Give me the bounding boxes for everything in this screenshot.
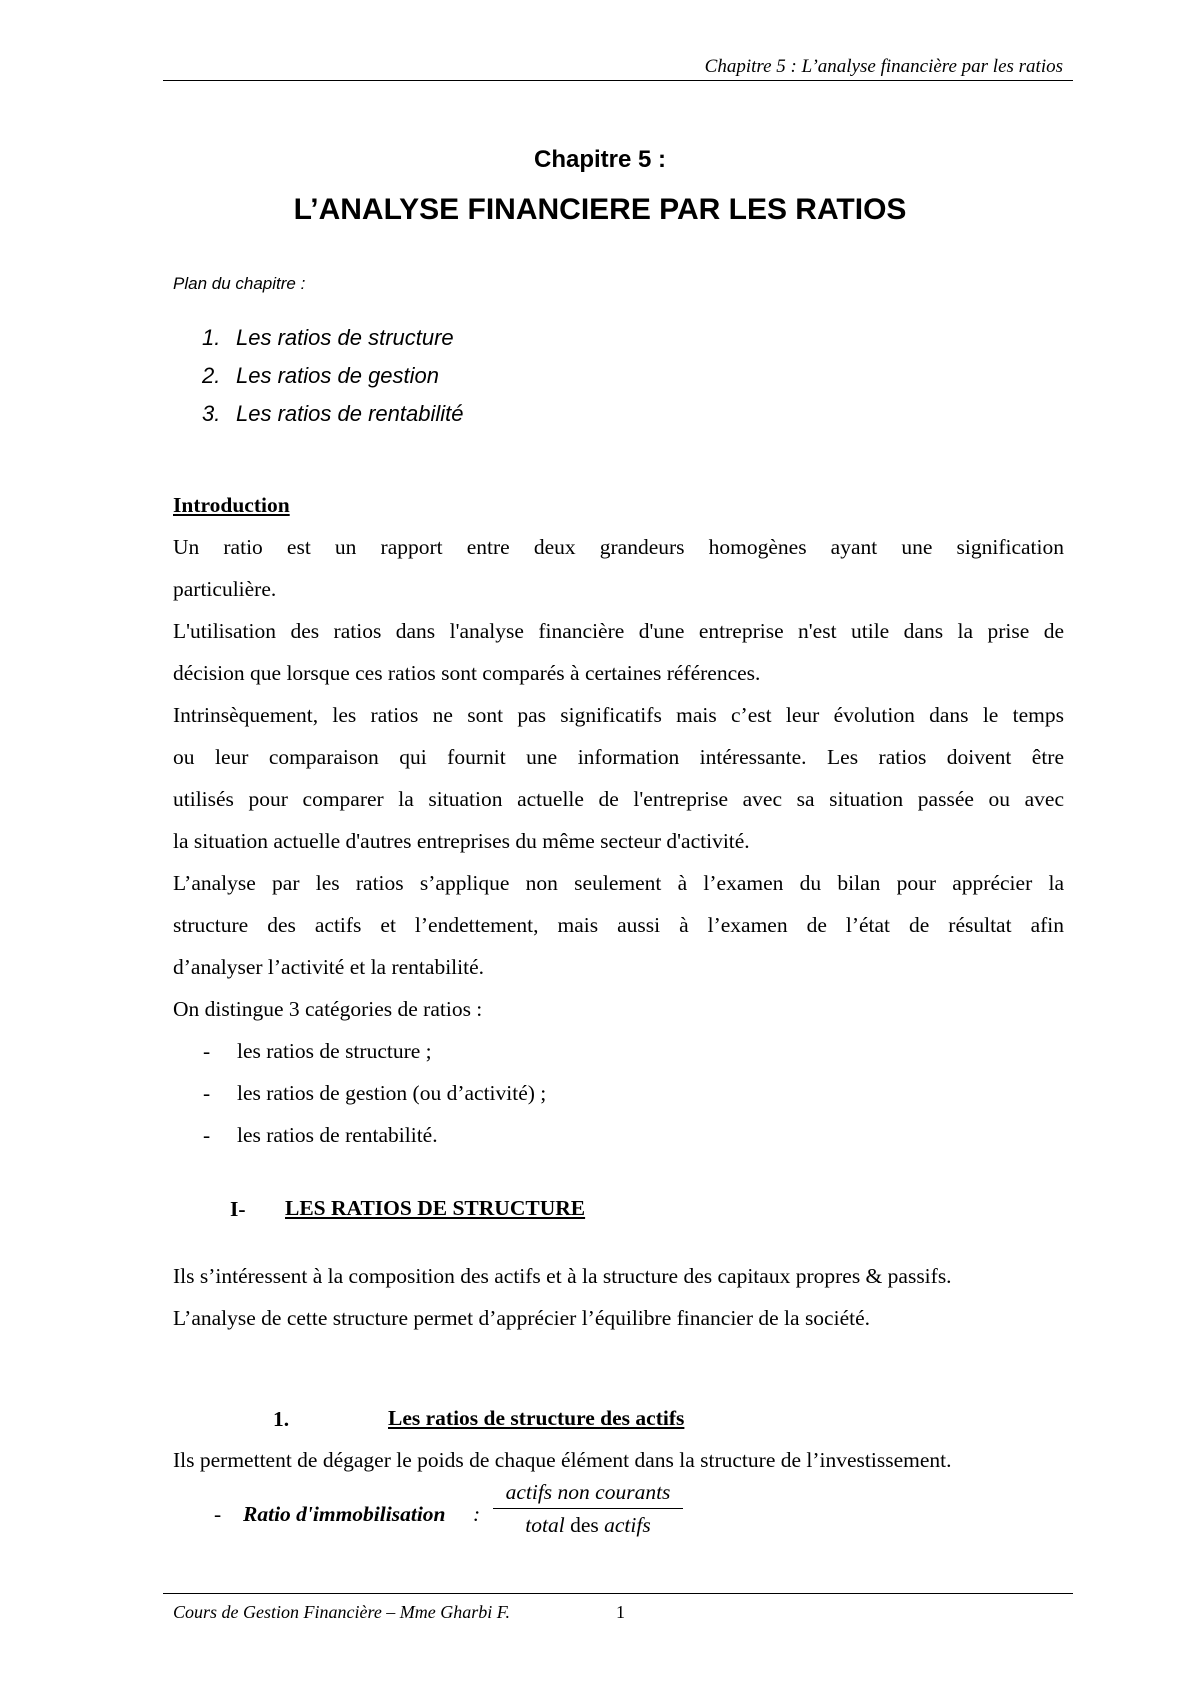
intro-line: ou leur comparaison qui fournit une information intéressante. Les ratios doivent être bbox=[173, 745, 1064, 769]
subsection-title: Les ratios de structure des actifs bbox=[388, 1406, 685, 1430]
plan-item-number: 2. bbox=[202, 363, 221, 388]
bullet-dash: - bbox=[203, 1039, 211, 1063]
plan-item-text: Les ratios de gestion bbox=[236, 363, 440, 388]
bullet-text: les ratios de gestion (ou d’activité) ; bbox=[237, 1081, 547, 1105]
section-line: Ils s’intéressent à la composition des actifs et à la structure des capitaux propres & passifs. bbox=[173, 1264, 952, 1288]
plan-label: Plan du chapitre : bbox=[173, 274, 306, 293]
intro-line: Intrinsèquement, les ratios ne sont pas significatifs mais c’est leur évolution dans le temps bbox=[173, 703, 1064, 727]
intro-line: L’analyse par les ratios s’applique non seulement à l’examen du bilan pour apprécier la bbox=[173, 871, 1064, 895]
intro-line: décision que lorsque ces ratios sont comparés à certaines références. bbox=[173, 661, 761, 685]
intro-line: particulière. bbox=[173, 577, 277, 601]
intro-line: L'utilisation des ratios dans l'analyse financière d'une entreprise n'est utile dans la prise de bbox=[173, 619, 1064, 643]
bullet-text: les ratios de rentabilité. bbox=[237, 1123, 438, 1147]
fraction-numerator: actifs non courants bbox=[505, 1480, 671, 1504]
section-line: L’analyse de cette structure permet d’apprécier l’équilibre financier de la société. bbox=[173, 1306, 871, 1330]
subsection-line: Ils permettent de dégager le poids de chaque élément dans la structure de l’investissement. bbox=[173, 1448, 952, 1472]
bullet-dash: - bbox=[203, 1081, 211, 1105]
running-header: Chapitre 5 : L’analyse financière par les ratios bbox=[704, 56, 1063, 77]
denominator-part: des bbox=[564, 1513, 605, 1537]
footer-text: Cours de Gestion Financière – Mme Gharbi F. bbox=[173, 1602, 510, 1622]
intro-line: utilisés pour comparer la situation actuelle de l'entreprise avec sa situation passée ou avec bbox=[173, 787, 1064, 811]
intro-line: structure des actifs et l’endettement, mais aussi à l’examen de l’état de résultat afin bbox=[173, 913, 1064, 937]
subsection-number: 1. bbox=[273, 1407, 290, 1431]
header-rule bbox=[163, 80, 1073, 81]
formula-dash: - bbox=[214, 1502, 222, 1526]
intro-line: d’analyser l’activité et la rentabilité. bbox=[173, 955, 485, 979]
plan-item-number: 3. bbox=[202, 401, 221, 426]
denominator-part: total bbox=[525, 1513, 565, 1537]
plan-item-number: 1. bbox=[202, 325, 221, 350]
page-number: 1 bbox=[616, 1602, 625, 1622]
plan-item-text: Les ratios de rentabilité bbox=[236, 401, 464, 426]
fraction-denominator bbox=[493, 1511, 683, 1539]
chapter-title: L’ANALYSE FINANCIERE PAR LES RATIOS bbox=[293, 193, 907, 226]
formula-colon: : bbox=[473, 1502, 481, 1526]
intro-line: On distingue 3 catégories de ratios : bbox=[173, 997, 483, 1021]
introduction-title: Introduction bbox=[173, 493, 290, 517]
intro-line: Un ratio est un rapport entre deux grandeurs homogènes ayant une signification bbox=[173, 535, 1064, 559]
fraction-bar bbox=[493, 1508, 683, 1509]
denominator-part: actifs bbox=[604, 1513, 651, 1537]
footer-rule bbox=[163, 1593, 1073, 1594]
section-title: LES RATIOS DE STRUCTURE bbox=[285, 1196, 586, 1220]
chapter-number: Chapitre 5 : bbox=[533, 146, 667, 173]
bullet-dash: - bbox=[203, 1123, 211, 1147]
formula-label: Ratio d'immobilisation bbox=[243, 1502, 446, 1526]
intro-line: la situation actuelle d'autres entreprises du même secteur d'activité. bbox=[173, 829, 750, 853]
plan-item-text: Les ratios de structure bbox=[236, 325, 454, 350]
section-numeral: I- bbox=[230, 1197, 246, 1221]
bullet-text: les ratios de structure ; bbox=[237, 1039, 432, 1063]
